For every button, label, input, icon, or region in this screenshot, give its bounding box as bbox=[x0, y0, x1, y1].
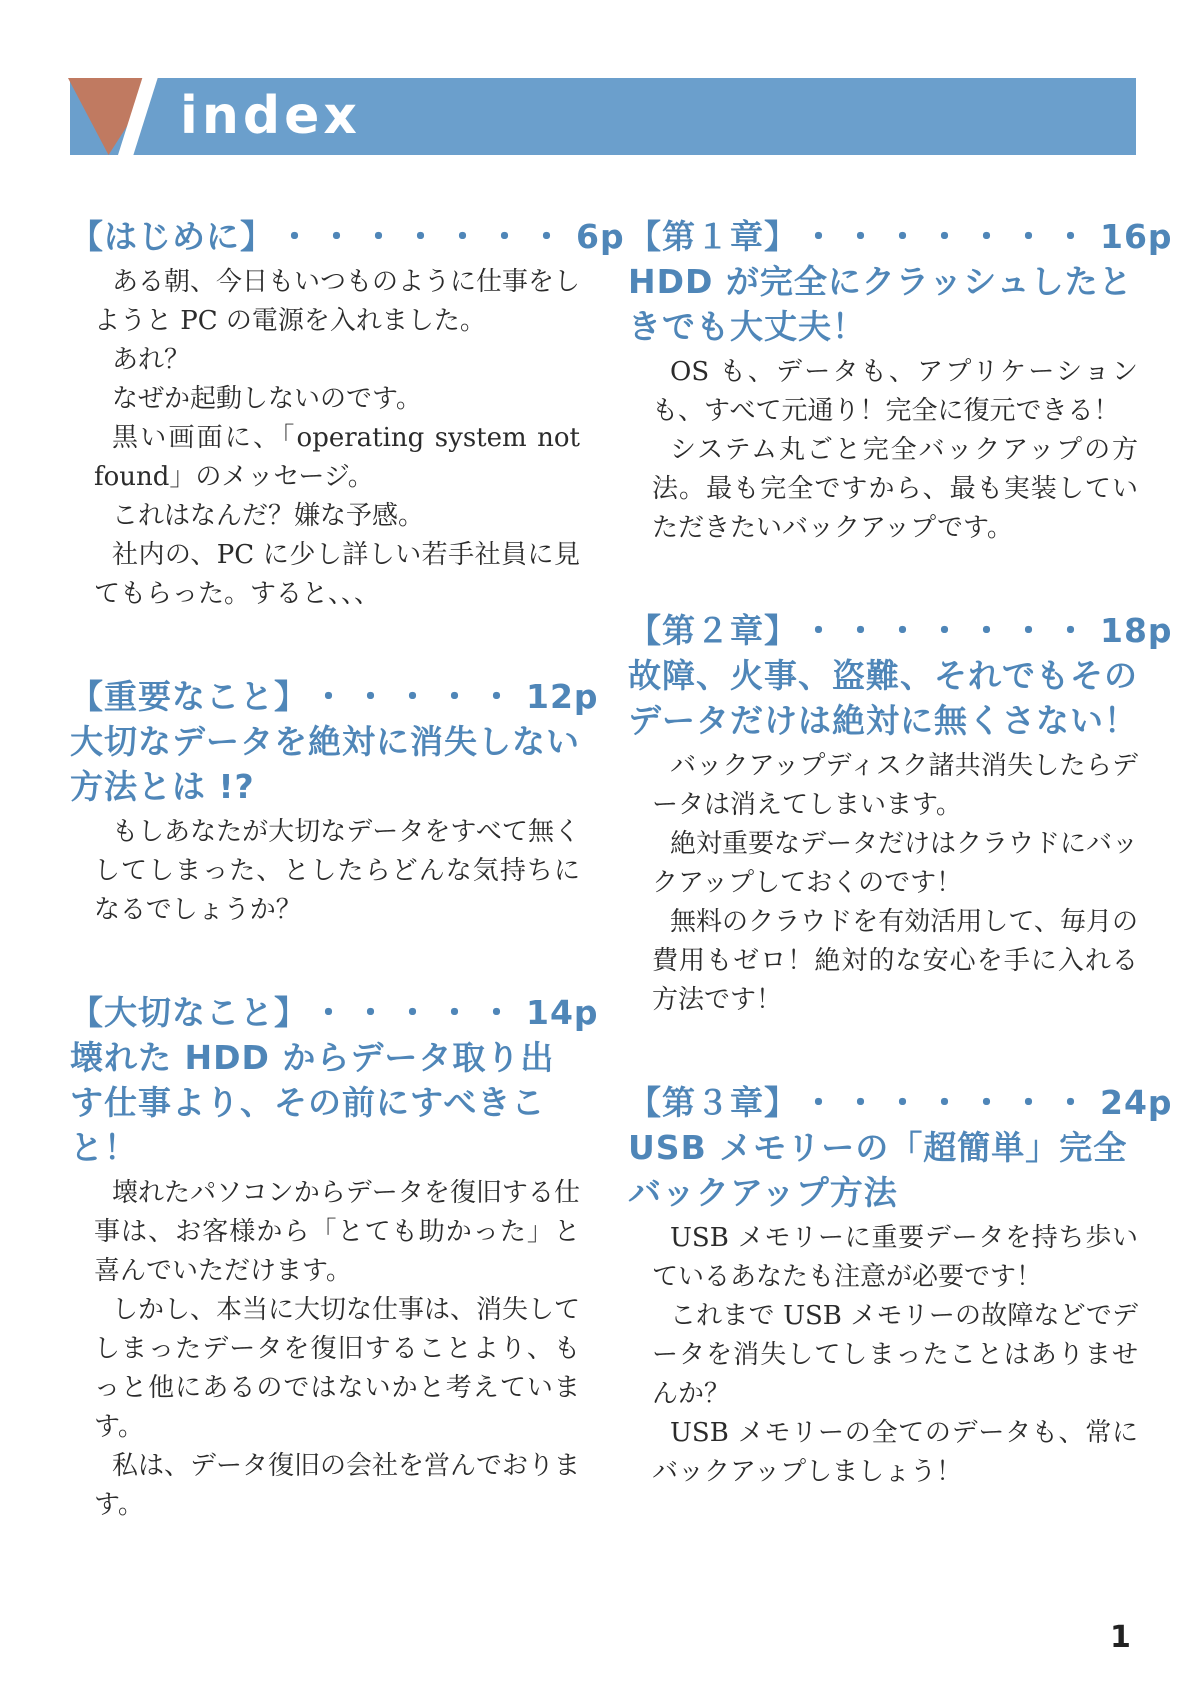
paragraph: 私は、データ復旧の会社を営んでおります。 bbox=[94, 1451, 581, 1520]
paragraph: なぜか起動しないのです。 bbox=[112, 384, 422, 414]
toc-description bbox=[70, 1174, 580, 1525]
paragraph: USB メモリーに重要データを持ち歩いているあなたも注意が必要です！ bbox=[652, 1223, 1138, 1292]
paragraph: 壊れたパソコンからデータを復旧する仕事は、お客様から「とても助かった」と喜んでいただけます。 bbox=[94, 1178, 580, 1286]
toc-description bbox=[628, 747, 1138, 1020]
toc-label: 【大切なこと】 bbox=[70, 993, 308, 1032]
toc-label: 【第１章】 bbox=[628, 217, 798, 256]
paragraph: これはなんだ？嫌な予感。 bbox=[112, 501, 425, 531]
toc-subtitle: 壊れた HDD からデータ取り出す仕事より、その前にすべきこと！ bbox=[70, 1038, 555, 1167]
toc-leader: ・・・・・・・ bbox=[278, 217, 572, 256]
toc-heading bbox=[628, 214, 1173, 349]
paragraph: バックアップディスク諸共消失したらデータは消えてしまいます。 bbox=[652, 751, 1138, 820]
paragraph: ある朝、今日もいつものように仕事をしようと PC の電源を入れました。 bbox=[94, 267, 581, 336]
toc-subtitle: HDD が完全にクラッシュしたときでも大丈夫！ bbox=[628, 262, 1133, 346]
toc-subtitle: 大切なデータを絶対に消失しない方法とは !? bbox=[70, 722, 580, 806]
left-column bbox=[70, 214, 625, 1525]
page-title: index bbox=[180, 86, 361, 146]
toc-subtitle: USB メモリーの「超簡単」完全バックアップ方法 bbox=[628, 1128, 1128, 1212]
toc-leader: ・・・・・ bbox=[312, 993, 522, 1032]
toc-label: 【第３章】 bbox=[628, 1083, 798, 1122]
toc-description bbox=[628, 353, 1138, 548]
toc-heading bbox=[70, 214, 625, 259]
paragraph: しかし、本当に大切な仕事は、消失してしまったデータを復旧することより、もっと他にあるのではないかと考えています。 bbox=[94, 1295, 581, 1442]
toc-label: 【第２章】 bbox=[628, 611, 798, 650]
toc-entry-chapter-1 bbox=[628, 214, 1173, 548]
paragraph: もしあなたが大切なデータをすべて無くしてしまった、としたらどんな気持ちになるでしょうか？ bbox=[94, 817, 580, 925]
paragraph: システム丸ごと完全バックアップの方法。最も完全ですから、最も実装していただきたいバックアップです。 bbox=[652, 435, 1138, 543]
toc-page-number: 14p bbox=[526, 993, 599, 1032]
toc-description bbox=[70, 813, 580, 930]
paragraph: USB メモリーの全てのデータも、常にバックアップしましょう！ bbox=[652, 1418, 1138, 1487]
toc-leader: ・・・・・・・ bbox=[802, 1083, 1096, 1122]
paragraph: 絶対重要なデータだけはクラウドにバックアップしておくのです！ bbox=[652, 829, 1139, 898]
toc-page-number: 12p bbox=[526, 677, 599, 716]
paragraph: 黒い画面に、「operating system not found」のメッセージ。 bbox=[94, 423, 580, 492]
toc-entry-important bbox=[70, 674, 599, 930]
toc-heading bbox=[70, 990, 599, 1170]
toc-label: 【はじめに】 bbox=[70, 217, 274, 256]
paragraph: 社内の、PC に少し詳しい若手社員に見てもらった。すると、、、 bbox=[94, 540, 580, 609]
toc-entry-chapter-2 bbox=[628, 608, 1173, 1020]
toc-heading bbox=[628, 608, 1173, 743]
toc-leader: ・・・・・ bbox=[312, 677, 522, 716]
toc-subtitle: 故障、火事、盗難、それでもそのデータだけは絶対に無くさない！ bbox=[628, 656, 1138, 740]
toc-entry-chapter-3 bbox=[628, 1080, 1173, 1492]
paragraph: 無料のクラウドを有効活用して、毎月の費用もゼロ！絶対的な安心を手に入れる方法です！ bbox=[652, 907, 1138, 1015]
toc-description bbox=[628, 1219, 1138, 1492]
toc-leader: ・・・・・・・ bbox=[802, 217, 1096, 256]
toc-page-number: 16p bbox=[1100, 217, 1173, 256]
toc-page-number: 6p bbox=[576, 217, 625, 256]
page-number: 1 bbox=[1110, 1620, 1131, 1655]
paragraph: OS も、データも、アプリケーションも、すべて元通り！完全に復元できる！ bbox=[652, 357, 1138, 426]
toc-page-number: 24p bbox=[1100, 1083, 1173, 1122]
toc-entry-precious bbox=[70, 990, 599, 1525]
paragraph: これまで USB メモリーの故障などでデータを消失してしまったことはありませんか？ bbox=[652, 1301, 1138, 1409]
toc-heading bbox=[628, 1080, 1173, 1215]
toc-heading bbox=[70, 674, 599, 809]
toc-description bbox=[70, 263, 580, 614]
right-column bbox=[628, 214, 1173, 1492]
toc-page-number: 18p bbox=[1100, 611, 1173, 650]
paragraph: あれ？ bbox=[112, 345, 191, 375]
toc-label: 【重要なこと】 bbox=[70, 677, 308, 716]
toc-entry-introduction bbox=[70, 214, 625, 614]
toc-leader: ・・・・・・・ bbox=[802, 611, 1096, 650]
